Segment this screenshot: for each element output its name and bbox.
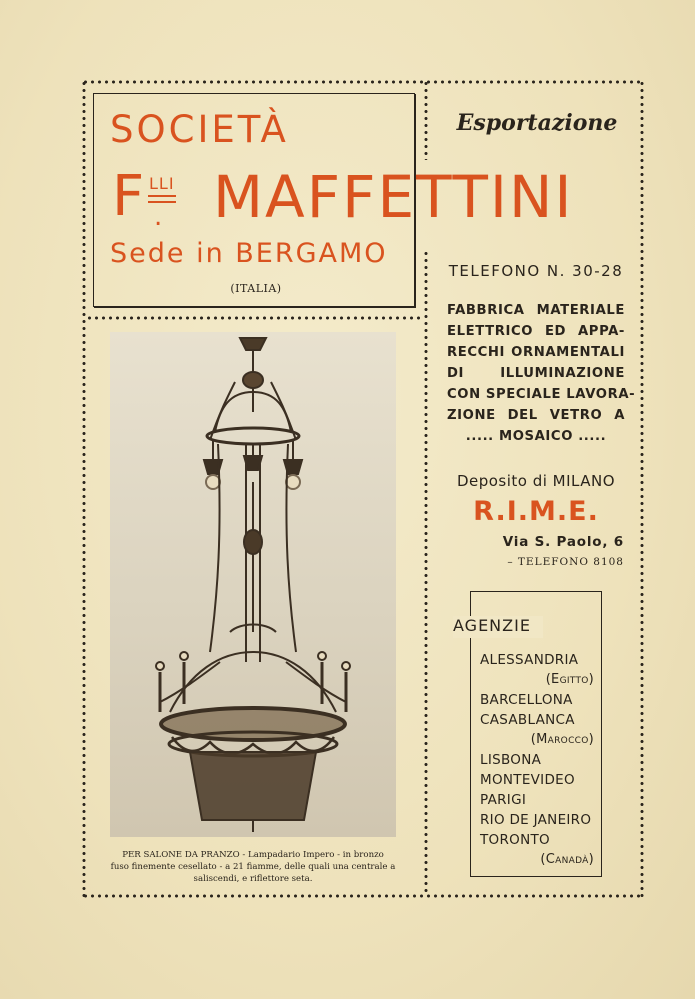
esportazione-label: Esportazione [456, 110, 618, 136]
description-block [447, 300, 636, 447]
agency-country: (Canadà) [540, 852, 594, 867]
rime-name: R.I.M.E. [473, 496, 599, 527]
company-name: MAFFETTINI [213, 163, 574, 231]
telefono-line: TELEFONO N. 30-28 [448, 262, 624, 280]
agency-country: (Egitto) [545, 672, 594, 687]
agency-city: MONTEVIDEO [480, 772, 575, 788]
deposito-phone: – TELEFONO 8108 [507, 556, 624, 568]
border-right-dots [640, 80, 644, 898]
agency-city: BARCELLONA [480, 692, 573, 708]
agency-city: TORONTO [480, 832, 550, 848]
caption-line: saliscendi, e riflettore seta. [193, 874, 313, 884]
deposito-label: Deposito di MILANO [456, 472, 616, 490]
border-top-dots [82, 80, 644, 84]
agenzie-list [480, 650, 594, 870]
deposito-address: Via S. Paolo, 6 [502, 534, 624, 550]
agency-country: (Marocco) [530, 732, 594, 747]
photo-caption [110, 849, 396, 885]
societa-heading: SOCIETÀ [110, 108, 289, 151]
agency-city: PARIGI [480, 792, 527, 808]
description-line: ELETTRICO ED APPA- [447, 324, 625, 339]
agency-city: CASABLANCA [480, 712, 575, 728]
agency-city: ALESSANDRIA [480, 652, 579, 668]
divider-vertical-top [424, 80, 428, 160]
description-line: RECCHI ORNAMENTALI [447, 345, 625, 360]
description-line: ..... MOSAICO ..... [465, 429, 607, 444]
description-line: DI ILLUMINAZIONE [447, 366, 625, 381]
abbrev-underline [148, 195, 176, 197]
border-left-dots [82, 80, 86, 898]
divider-vertical-main [424, 250, 428, 896]
agency-city: RIO DE JANEIRO [480, 812, 592, 828]
abbrev-dot: . [154, 202, 163, 232]
italia-label: (ITALIA) [230, 282, 282, 295]
chandelier-illustration [110, 332, 396, 837]
caption-line: fuso finemente cesellato - a 21 fiamme, delle quali una centrale a [110, 862, 396, 872]
sede-line: Sede in BERGAMO [110, 238, 388, 269]
flli-abbreviation [112, 162, 175, 232]
agency-city: LISBONA [480, 752, 542, 768]
description-line: CON SPECIALE LAVORA- [447, 387, 636, 402]
agenzie-title: AGENZIE [453, 616, 543, 638]
caption-line: PER SALONE DA PRANZO - Lampadario Impero - in bronzo [122, 850, 384, 860]
f-letter: F [112, 164, 145, 229]
description-line: FABBRICA MATERIALE [447, 303, 625, 318]
lli-superscript: LLI [149, 174, 175, 193]
chandelier-photo [110, 332, 396, 837]
border-bottom-dots [82, 894, 644, 898]
divider-horizontal [86, 316, 424, 320]
description-line: ZIONE DEL VETRO A [447, 408, 625, 423]
